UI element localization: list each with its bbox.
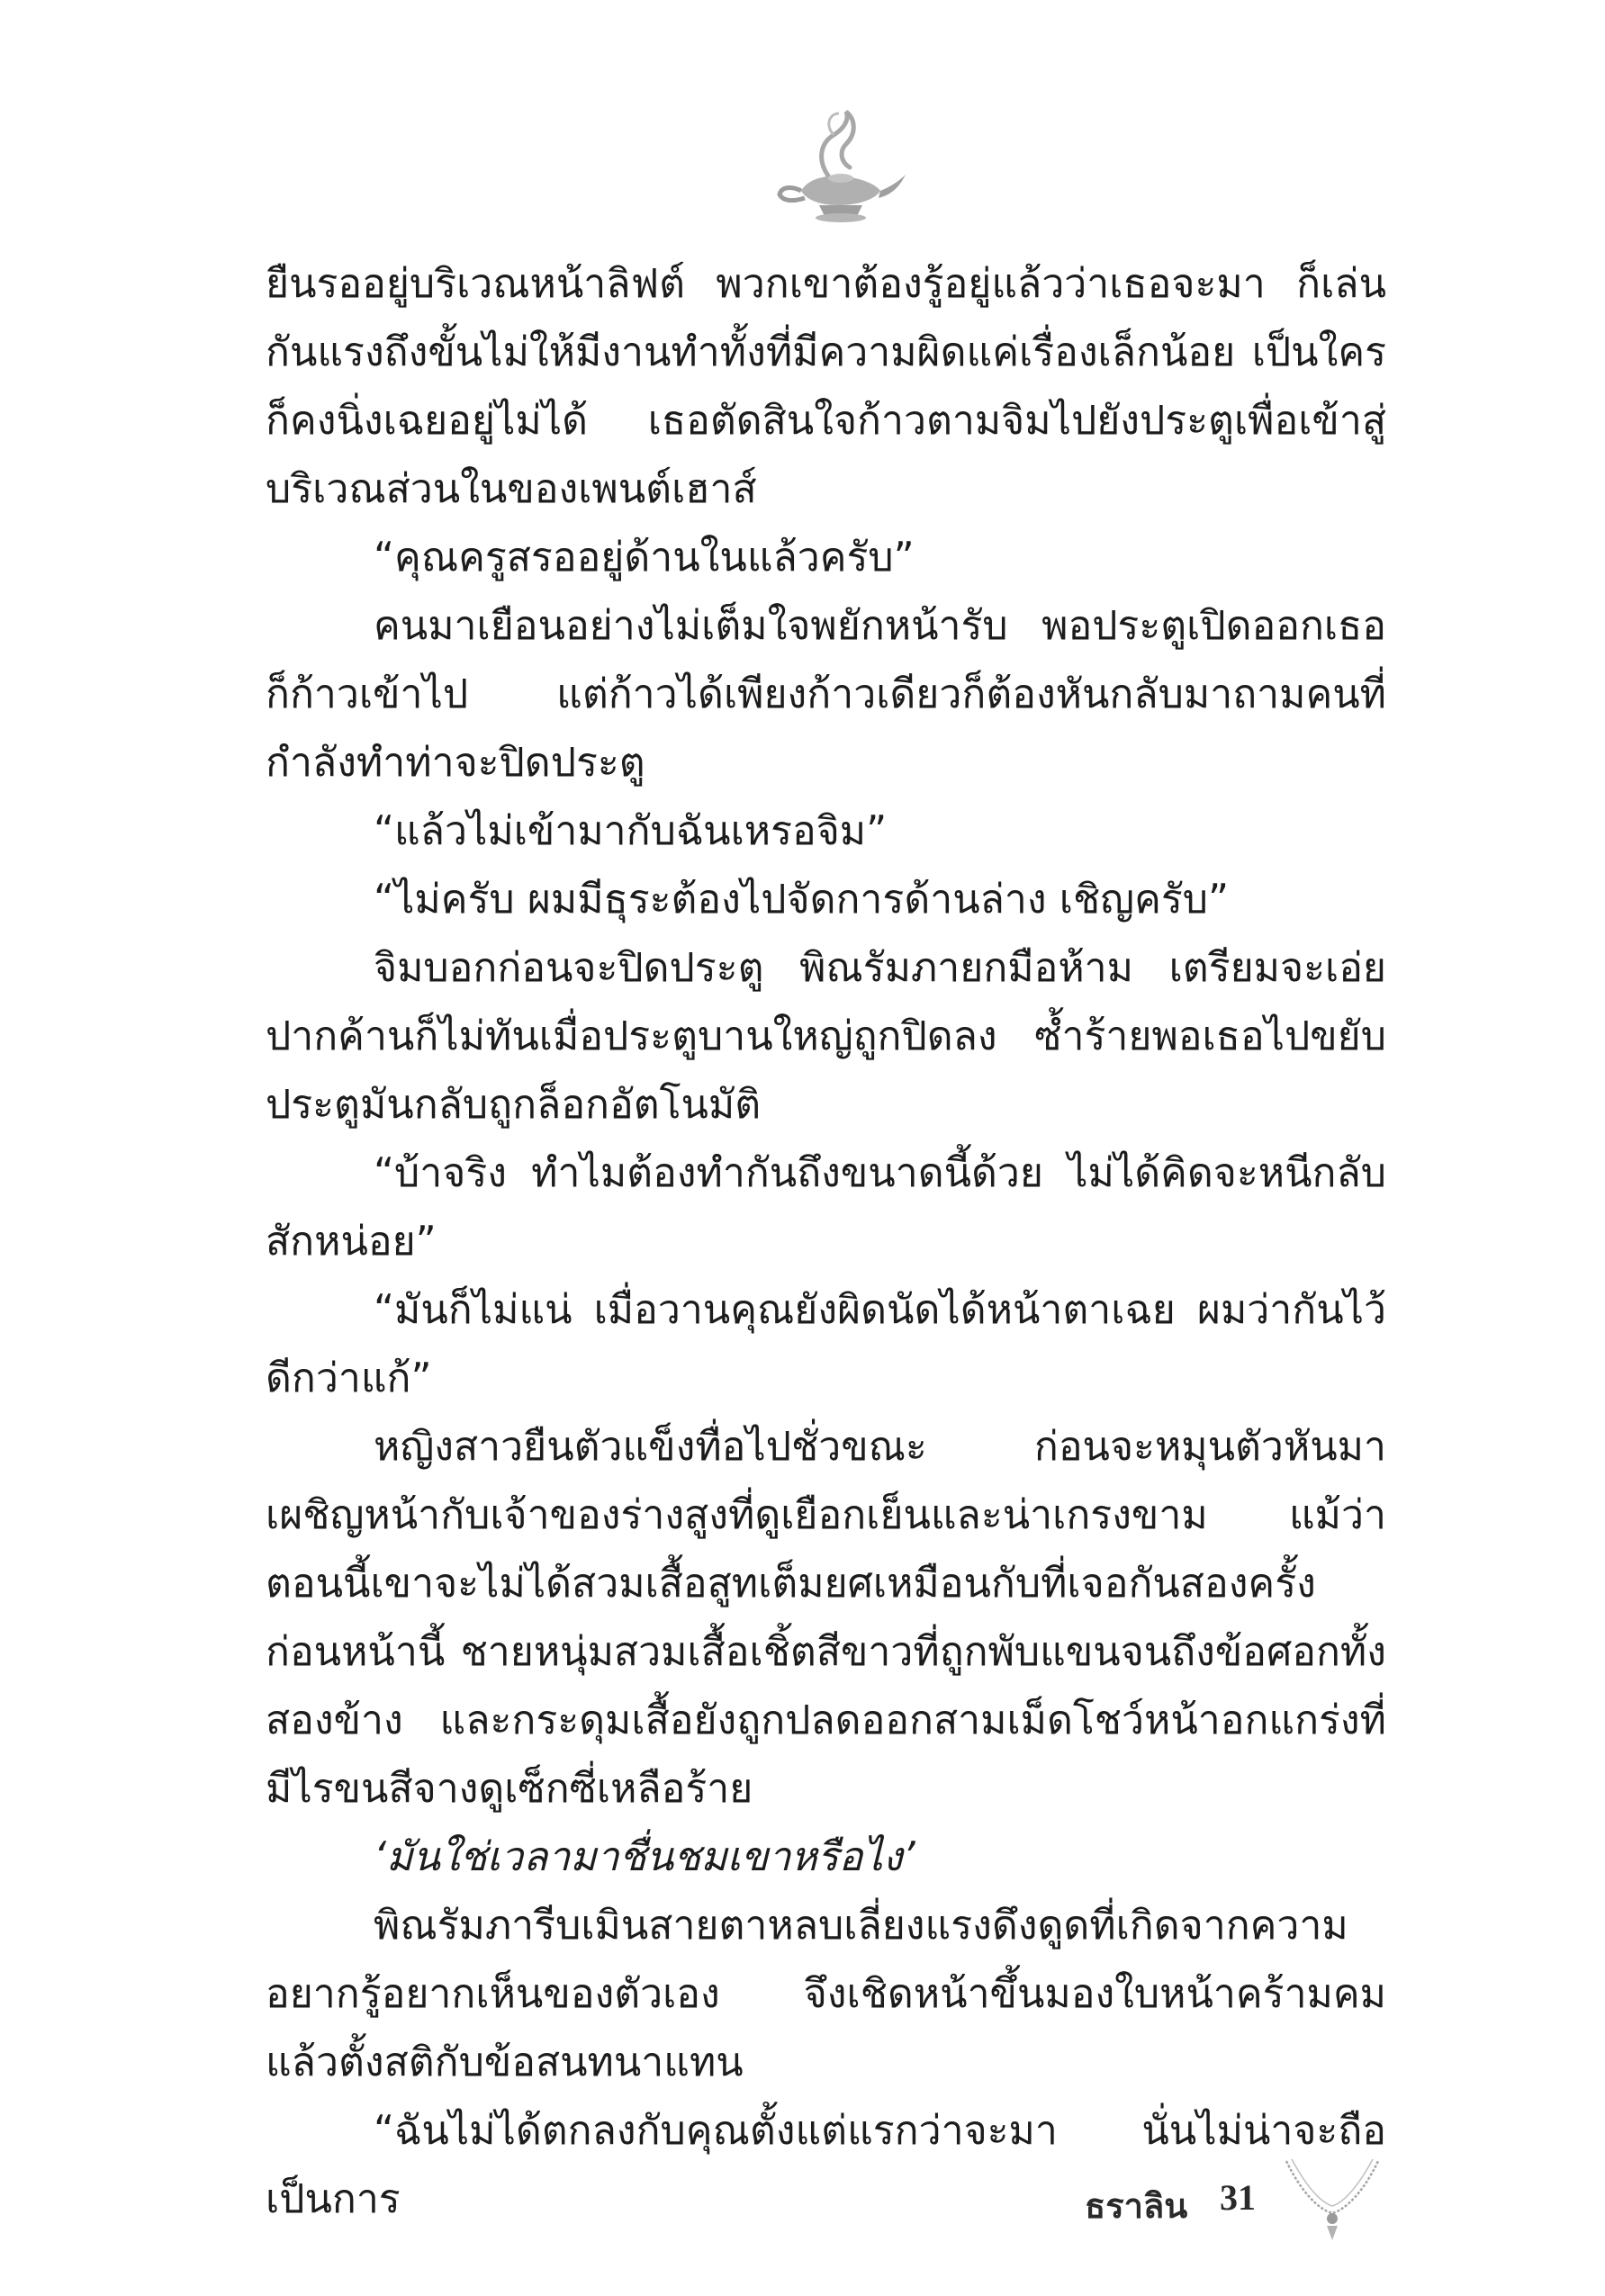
necklace-icon bbox=[1283, 2156, 1382, 2246]
paragraph: “มันก็ไม่แน่ เมื่อวานคุณยังผิดนัดได้หน้าตาเฉย ผมว่ากันไว้ดีกว่าแก้” bbox=[266, 1287, 1386, 1401]
paragraph: “ฉันไม่ได้ตกลงกับคุณตั้งแต่แรกว่าจะมา นั่นไม่น่าจะถือเป็นการ bbox=[266, 2108, 1386, 2222]
paragraph: จิมบอกก่อนจะปิดประตู พิณรัมภายกมือห้าม เตรียมจะเอ่ยปากค้านก็ไม่ทันเมื่อประตูบานใหญ่ถูกปิดลง ซ้ำร้ายพอเธอไปขยับประตูมันกลับถูกล็อกอัตโนมัติ bbox=[266, 945, 1386, 1128]
paragraph: “แล้วไม่เข้ามากับฉันเหรอจิม” bbox=[374, 808, 888, 854]
paragraph: “คุณครูสรออยู่ด้านในแล้วครับ” bbox=[374, 535, 915, 581]
paragraph: ‘มันใช่เวลามาชื่นชมเขาหรือไง’ bbox=[374, 1834, 915, 1880]
paragraph: “ไม่ครับ ผมมีธุระต้องไปจัดการด้านล่าง เชิญครับ” bbox=[374, 877, 1230, 923]
author-name: ธราลิน bbox=[1085, 2188, 1188, 2226]
paragraph: คนมาเยือนอย่างไม่เต็มใจพยักหน้ารับ พอประตูเปิดออกเธอก็ก้าวเข้าไป แต่ก้าวได้เพียงก้าวเดียวก็ต้องหันกลับมาถามคนที่กำลังทำท่าจะปิดประตู bbox=[266, 603, 1386, 786]
paragraph: พิณรัมภารีบเมินสายตาหลบเลี่ยงแรงดึงดูดที่เกิดจากความอยากรู้อยากเห็นของตัวเอง จึงเชิดหน้าขึ้นมองใบหน้าคร้ามคมแล้วตั้งสติกับข้อสนทนาแทน bbox=[266, 1903, 1386, 2085]
magic-lamp-icon bbox=[774, 108, 909, 225]
paragraph: หญิงสาวยืนตัวแข็งทื่อไปชั่วขณะ ก่อนจะหมุนตัวหันมาเผชิญหน้ากับเจ้าของร่างสูงที่ดูเยือกเย็นและน่าเกรงขาม แม้ว่าตอนนี้เขาจะไม่ได้สวมเสื้อสูทเต็มยศเหมือนกับที่เจอกันสองครั้งก่อนหน้านี้ ชายหนุ่มสวมเสื้อเชิ้ตสีขาวที่ถูกพับแขนจนถึงข้อศอกทั้งสองข้าง และกระดุมเสื้อยังถูกปลดออกสามเม็ดโชว์หน้าอกแกร่งที่มีไรขนสีจางดูเซ็กซี่เหลือร้าย bbox=[266, 1424, 1386, 1812]
page-number: 31 bbox=[1220, 2177, 1256, 2218]
paragraph: “บ้าจริง ทำไมต้องทำกันถึงขนาดนี้ด้วย ไม่ได้คิดจะหนีกลับสักหน่อย” bbox=[266, 1150, 1386, 1265]
paragraph: ยืนรออยู่บริเวณหน้าลิฟต์ พวกเขาต้องรู้อยู่แล้วว่าเธอจะมา ก็เล่นกันแรงถึงขั้นไม่ให้มีงานทำทั้งที่มีความผิดแค่เรื่องเล็กน้อย เป็นใครก็คงนิ่งเฉยอยู่ไม่ได้ เธอตัดสินใจก้าวตามจิมไปยังประตูเพื่อเข้าสู่บริเวณส่วนในของเพนต์เฮาส์ bbox=[266, 261, 1386, 512]
page-footer bbox=[990, 2156, 1368, 2246]
story-text bbox=[266, 250, 1386, 2234]
